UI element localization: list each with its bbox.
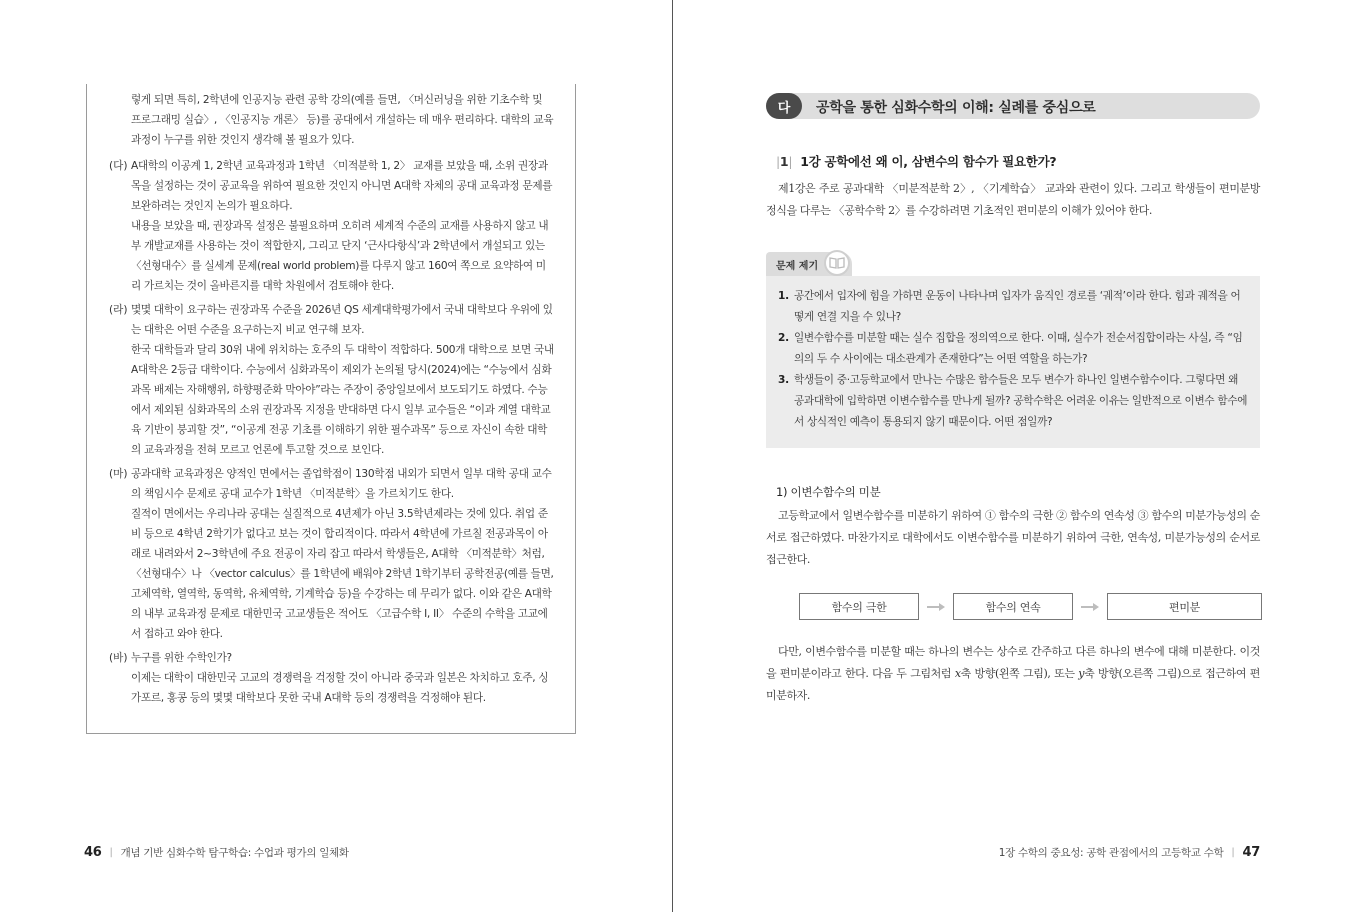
item-paragraph: 누구를 위한 수학인가? bbox=[131, 652, 232, 664]
item-ra bbox=[109, 300, 555, 460]
item-paragraph: 한국 대학들과 달리 30위 내에 위치하는 호주의 두 대학이 적합하다. 500개 대학으로 보면 국내 A대학은 2등급 대학이다. 수능에서 심화과목이 제외가 논의될 당시(2024)에는 “수능에서 심화과목 배제는 자해행위, 하향평준화 막아야”라는 주장이 중앙일보에서 보도되기도 하였다. 수능에서 제외된 심화과목의 소위 권장과목 지정을 반대하면 다시 일부 교수들은 “이과 계열 대학교육 기반이 붕괴할 것”, “이공계 전공 기초를 이해하기 위한 필수과목” 등으로 자신이 속한 대학의 교육과정을 전혀 모르고 언론에 투고할 것으로 보인다. bbox=[131, 344, 554, 456]
right-arrow-icon bbox=[1073, 603, 1107, 611]
section-header bbox=[766, 93, 1260, 119]
item-label: (바) bbox=[109, 652, 128, 664]
page-number: 47 bbox=[1242, 845, 1260, 860]
flow-step: 함수의 극한 bbox=[799, 593, 919, 620]
left-footer bbox=[84, 845, 349, 860]
item-ma bbox=[109, 464, 555, 644]
process-flow bbox=[799, 593, 1262, 620]
section-badge: 다 bbox=[766, 93, 802, 119]
right-arrow-icon bbox=[919, 603, 953, 611]
right-footer bbox=[999, 845, 1260, 860]
problem-tab-label: 문제 제기 bbox=[776, 261, 819, 272]
book-icon bbox=[824, 250, 850, 276]
item-ba bbox=[109, 648, 555, 708]
footer-separator: | bbox=[109, 847, 113, 858]
flow-step: 편미분 bbox=[1107, 593, 1262, 620]
subsection-paragraph: 고등학교에서 일변수함수를 미분하기 위하여 ① 함수의 극한 ② 함수의 연속성 ③ 함수의 미분가능성의 순서로 접근하였다. 마찬가지로 대학에서도 이변수함수를 미분하기 위하여 극한, 연속성, 미분가능성의 순서로 접근한다. bbox=[766, 509, 1260, 566]
flow-step: 함수의 연속 bbox=[953, 593, 1073, 620]
discussion-box bbox=[86, 84, 576, 734]
lesson-number: |1| bbox=[776, 153, 793, 169]
page-number: 46 bbox=[84, 845, 102, 860]
item-paragraph: A대학의 이공계 1, 2학년 교육과정과 1학년 〈미적분학 1, 2〉 교재를 보았을 때, 소위 권장과목을 설정하는 것이 공교육을 위하여 필요한 것인지 아니면 A대학 자체의 공대 교육과정 문제를 보완하려는 것인지 논의가 필요하다. bbox=[131, 160, 553, 212]
lesson-heading bbox=[776, 152, 1056, 170]
box-intro-paragraph: 렇게 되면 특히, 2학년에 인공지능 관련 공학 강의(예를 들면, 〈머신러닝을 위한 기초수학 및 프로그래밍 실습〉, 〈인공지능 개론〉 등)를 공대에서 개설하는 데 매우 편리하다. 대학의 교육과정이 누구를 위한 것인지 생각해 볼 필요가 있다. bbox=[131, 94, 554, 146]
question-item: 1. 공간에서 입자에 힘을 가하면 운동이 나타나며 입자가 움직인 경로를 ‘궤적’이라 한다. 힘과 궤적을 어떻게 연결 지을 수 있나? bbox=[778, 290, 1241, 323]
item-paragraph: 질적이 면에서는 우리나라 공대는 실질적으로 4년제가 아닌 3.5학년제라는 것에 있다. 취업 준비 등으로 4학년 2학기가 없다고 보는 것이 합리적이다. 따라서 4학년에 가르칠 전공과목이 아래로 내려와서 2~3학년에 주요 전공이 자리 잡고 따라서 학생들은, A대학 〈미적분학〉처럼, 〈선형대수〉나 〈vector calculus〉를 1학년에 배워야 2학년 1학기부터 공학전공(예를 들면, 고체역학, 열역학, 동역학, 유체역학, 기계학습 등)을 수강하는 데 무리가 없다. 이와 같은 A대학의 내부 교육과정 문제로 대한민국 고교생들은 적어도 〈고급수학 I, II〉 수준의 수학을 고교에서 접하고 와야 한다. bbox=[131, 508, 554, 640]
item-da bbox=[109, 156, 555, 296]
item-paragraph: 내용을 보았을 때, 권장과목 설정은 불필요하며 오히려 세계적 수준의 교재를 사용하지 않고 내부 개발교재를 사용하는 것이 적합한지, 그리고 단지 ‘근사다항식’과 2학년에서 개설되고 있는 〈선형대수〉를 실세계 문제(real world problem)를 다루지 않고 160여 쪽으로 요약하여 미리 가르치는 것이 올바른지를 대학 차원에서 검토해야 한다. bbox=[131, 220, 549, 292]
item-paragraph: 몇몇 대학이 요구하는 권장과목 수준을 2026년 QS 세계대학평가에서 국내 대학보다 우위에 있는 대학은 어떤 수준을 요구하는지 비교 연구해 보자. bbox=[131, 304, 553, 336]
problem-box bbox=[766, 276, 1260, 448]
x-variable: x bbox=[954, 667, 961, 680]
problem-tab bbox=[766, 252, 852, 276]
y-variable: y bbox=[1078, 667, 1085, 680]
item-label: (마) bbox=[109, 468, 128, 480]
item-paragraph: 이제는 대학이 대한민국 고교의 경쟁력을 걱정할 것이 아니라 중국과 일본은 차치하고 호주, 싱가포르, 홍콩 등의 몇몇 대학보다 못한 국내 A대학 등의 경쟁력을 걱정해야 된다. bbox=[131, 672, 549, 704]
section-title: 공학을 통한 심화수학의 이해: 실례를 중심으로 bbox=[816, 100, 1096, 116]
right-page bbox=[673, 0, 1346, 912]
item-label: (라) bbox=[109, 304, 128, 316]
question-item: 2. 일변수함수를 미분할 때는 실수 집합을 정의역으로 한다. 이때, 실수가 전순서집합이라는 사실, 즉 “임의의 두 수 사이에는 대소관계가 존재한다”는 어떤 역할을 하는가? bbox=[778, 332, 1243, 365]
left-page bbox=[0, 0, 672, 912]
item-label: (다) bbox=[109, 160, 128, 172]
lesson-intro: 제1강은 주로 공과대학 〈미분적분학 2〉, 〈기계학습〉 교과와 관련이 있다. 그리고 학생들이 편미분방정식을 다루는 〈공학수학 2〉를 수강하려면 기초적인 편미분의 이해가 있어야 한다. bbox=[766, 182, 1260, 217]
question-item: 3. 학생들이 중·고등학교에서 만나는 수많은 함수들은 모두 변수가 하나인 일변수함수이다. 그렇다면 왜 공과대학에 입학하면 이변수함수를 만나게 될까? 공학수학은 어려운 이유는 일반적으로 이변수 함수에서 상식적인 예측이 통용되지 않기 때문이다. 어떤 점일까? bbox=[778, 374, 1248, 428]
chapter-title: 1장 수학의 중요성: 공학 관점에서의 고등학교 수학 bbox=[998, 847, 1224, 859]
closing-paragraph: 다만, 이변수함수를 미분할 때는 하나의 변수는 상수로 간주하고 다른 하나의 변수에 대해 미분한다. 이것을 편미분이라고 한다. 다음 두 그림처럼 x축 방향(왼쪽 그림), 또는 y축 방향(오른쪽 그림)으로 접근하여 편미분하자. bbox=[766, 645, 1260, 702]
lesson-title: 1강 공학에선 왜 이, 삼변수의 함수가 필요한가? bbox=[800, 154, 1057, 169]
footer-separator: | bbox=[1231, 847, 1235, 858]
subsection-title: 1) 이변수함수의 미분 bbox=[776, 485, 881, 499]
book-title: 개념 기반 심화수학 탐구학습: 수업과 평가의 일체화 bbox=[120, 847, 349, 859]
item-paragraph: 공과대학 교육과정은 양적인 면에서는 졸업학점이 130학점 내외가 되면서 일부 대학 공대 교수의 책임시수 문제로 공대 교수가 1학년 〈미적분학〉을 가르치기도 한다. bbox=[131, 468, 552, 500]
